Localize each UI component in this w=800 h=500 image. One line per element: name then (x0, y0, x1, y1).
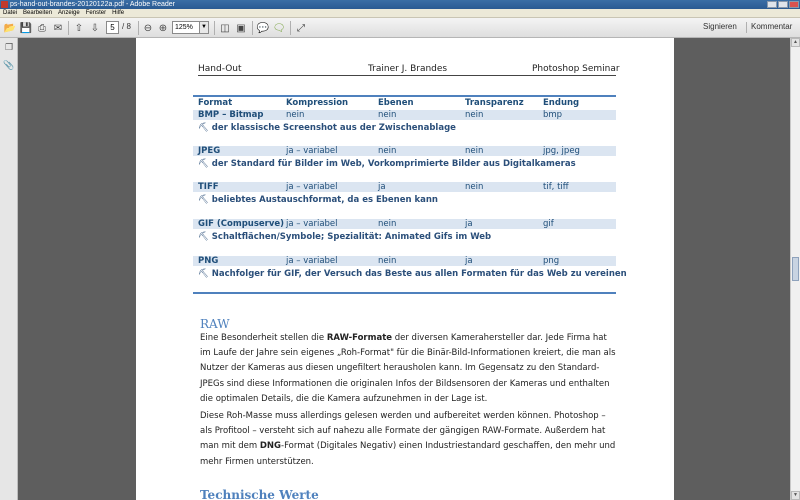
table-cell-endung: gif (543, 219, 554, 229)
table-row-note (198, 159, 576, 169)
toolbar-separator (138, 21, 139, 35)
table-cell-endung: jpg, jpeg (543, 146, 580, 156)
table-row-note (198, 123, 456, 133)
menu-hilfe[interactable]: Hilfe (112, 10, 125, 16)
note-text: der klassische Screenshot aus der Zwischenablage (211, 123, 456, 133)
menu-bar (0, 9, 800, 18)
vertical-scrollbar[interactable] (790, 38, 800, 500)
paperclip-icon: ⛏ (198, 269, 209, 279)
zoom-out-icon[interactable]: ⊖ (143, 22, 153, 34)
text-span: Eine Besonderheit stellen die (200, 333, 327, 343)
minimize-button[interactable] (767, 1, 777, 8)
column-header-kompression: Kompression (286, 98, 349, 108)
window-titlebar (0, 0, 800, 9)
paperclip-icon: ⛏ (198, 195, 209, 205)
table-cell-transparenz: ja (465, 219, 473, 229)
table-cell-format: PNG (198, 256, 219, 266)
note-text: Nachfolger für GIF, der Versuch das Beste aus allen Formaten für das Web zu vereinen (211, 269, 627, 279)
table-cell-ebenen: nein (378, 146, 397, 156)
previous-page-icon[interactable]: ⇧ (74, 22, 84, 34)
column-header-format: Format (198, 98, 233, 108)
table-cell-format: TIFF (198, 182, 219, 192)
document-viewer[interactable] (18, 38, 790, 500)
next-page-icon[interactable]: ⇩ (90, 22, 100, 34)
heading-technische-werte: Technische Werte (200, 488, 319, 500)
table-cell-ebenen: nein (378, 256, 397, 266)
toolbar-separator (746, 22, 747, 33)
fit-page-icon[interactable]: ◫ (220, 22, 230, 34)
note-text: beliebtes Austauschformat, da es Ebenen kann (211, 195, 438, 205)
table-cell-kompression: ja – variabel (286, 256, 338, 266)
table-cell-kompression: ja – variabel (286, 146, 338, 156)
scroll-down-icon[interactable]: ▼ (791, 491, 800, 500)
page-thumbnails-icon[interactable]: ❐ (4, 41, 14, 52)
table-row-note (198, 269, 627, 279)
note-text: Schaltflächen/Symbole; Spezialität: Animated Gifs im Web (211, 232, 492, 242)
highlight-icon[interactable]: 🗨 (272, 22, 286, 34)
navigation-panel (0, 38, 18, 500)
fit-width-icon[interactable]: ▣ (236, 22, 246, 34)
maximize-button[interactable] (778, 1, 788, 8)
window-controls (767, 1, 799, 8)
heading-raw: RAW (200, 317, 230, 331)
raw-paragraph-1 (200, 331, 620, 407)
table-cell-ebenen: nein (378, 110, 397, 120)
page-total: / 8 (122, 22, 131, 31)
page-number-input[interactable]: 5 (106, 21, 119, 34)
bold-span: RAW-Formate (326, 333, 393, 343)
table-top-rule (193, 95, 616, 97)
comment-button[interactable]: Kommentar (751, 22, 793, 31)
zoom-dropdown-icon[interactable]: ▼ (200, 21, 209, 34)
toolbar (0, 18, 800, 38)
table-bottom-rule (193, 292, 616, 294)
note-text: der Standard für Bilder im Web, Vorkomprimierte Bilder aus Digitalkameras (211, 159, 576, 169)
table-cell-transparenz: nein (465, 182, 484, 192)
zoom-level-input[interactable]: 125% (172, 21, 200, 34)
toolbar-separator (290, 21, 291, 35)
print-icon[interactable]: ⎙ (38, 22, 46, 34)
scrollbar-thumb[interactable] (792, 257, 799, 281)
attachments-icon[interactable]: 📎 (3, 59, 15, 70)
table-row-note (198, 195, 438, 205)
column-header-transparenz: Transparenz (465, 98, 524, 108)
table-cell-ebenen: ja (378, 182, 386, 192)
header-right: Photoshop Seminar (532, 64, 620, 74)
table-cell-endung: bmp (543, 110, 563, 120)
paperclip-icon: ⛏ (198, 159, 209, 169)
scroll-up-icon[interactable]: ▲ (791, 38, 800, 47)
open-icon[interactable]: 📂 (3, 22, 17, 34)
toolbar-separator (252, 21, 253, 35)
zoom-in-icon[interactable]: ⊕ (158, 22, 168, 34)
sign-button[interactable]: Signieren (703, 22, 737, 31)
table-cell-kompression: ja – variabel (286, 182, 338, 192)
column-header-endung: Endung (543, 98, 580, 108)
close-button[interactable] (789, 1, 799, 8)
table-cell-format: GIF (Compuserve) (198, 219, 285, 229)
menu-fenster[interactable]: Fenster (85, 10, 107, 16)
menu-anzeige[interactable]: Anzeige (58, 10, 80, 16)
text-span: -Format (Digitales Negativ) einen Industriestandard geschaffen, den mehr und mehr Firmen unterstützen. (200, 441, 616, 467)
raw-paragraph-2 (200, 409, 620, 470)
table-cell-endung: png (543, 256, 560, 266)
table-cell-kompression: nein (286, 110, 305, 120)
adobe-reader-icon (1, 1, 8, 8)
table-cell-transparenz: nein (465, 110, 484, 120)
table-cell-endung: tif, tiff (543, 182, 569, 192)
pdf-page (136, 38, 674, 500)
expand-icon[interactable]: ⤢ (297, 22, 305, 34)
table-cell-transparenz: nein (465, 146, 484, 156)
menu-datei[interactable]: Datei (3, 10, 18, 16)
table-cell-format: BMP – Bitmap (198, 110, 264, 120)
header-center: Trainer J. Brandes (368, 64, 448, 74)
email-icon[interactable]: ✉ (53, 22, 63, 34)
menu-bearbeiten[interactable]: Bearbeiten (23, 10, 53, 16)
toolbar-separator (68, 21, 69, 35)
toolbar-separator (214, 21, 215, 35)
table-cell-transparenz: ja (465, 256, 473, 266)
text-span: der diversen Kamerahersteller dar. Jede Firma hat im Laufe der Jahre sein eigenes „Roh-Format" für die Binär-Bild-Informationen kreiert, die man als Nutzer der Kameras aus diesen ungefiltert herausholen kann. Im Gegensatz zu den Standard-JPEGs sind diese Informationen die originalen Infos der Bildsensoren der Kameras und enthalten die optimalen Details, die die Kamera aufzunehmen in der Lage ist. (200, 333, 616, 404)
table-cell-kompression: ja – variabel (286, 219, 338, 229)
text-span: Diese Roh-Masse muss allerdings gelesen werden und aufbereitet werden können. Photoshop – als Profitool – versteht sich auf nahezu alle Formate der gängigen RAW-Formate. Außerdem hat man mit dem (200, 411, 606, 452)
table-row-note (198, 232, 491, 242)
save-icon[interactable]: 💾 (19, 22, 33, 34)
paperclip-icon: ⛏ (198, 123, 209, 133)
window-title: ps-hand-out-brandes-20120122a.pdf - Adobe Reader (10, 1, 176, 8)
header-rule (198, 75, 616, 76)
table-cell-format: JPEG (198, 146, 221, 156)
bold-span: DNG (259, 441, 282, 452)
comment-icon[interactable]: 💬 (256, 22, 270, 34)
table-cell-ebenen: nein (378, 219, 397, 229)
paperclip-icon: ⛏ (198, 232, 209, 242)
column-header-ebenen: Ebenen (378, 98, 414, 108)
header-left: Hand-Out (198, 64, 242, 74)
